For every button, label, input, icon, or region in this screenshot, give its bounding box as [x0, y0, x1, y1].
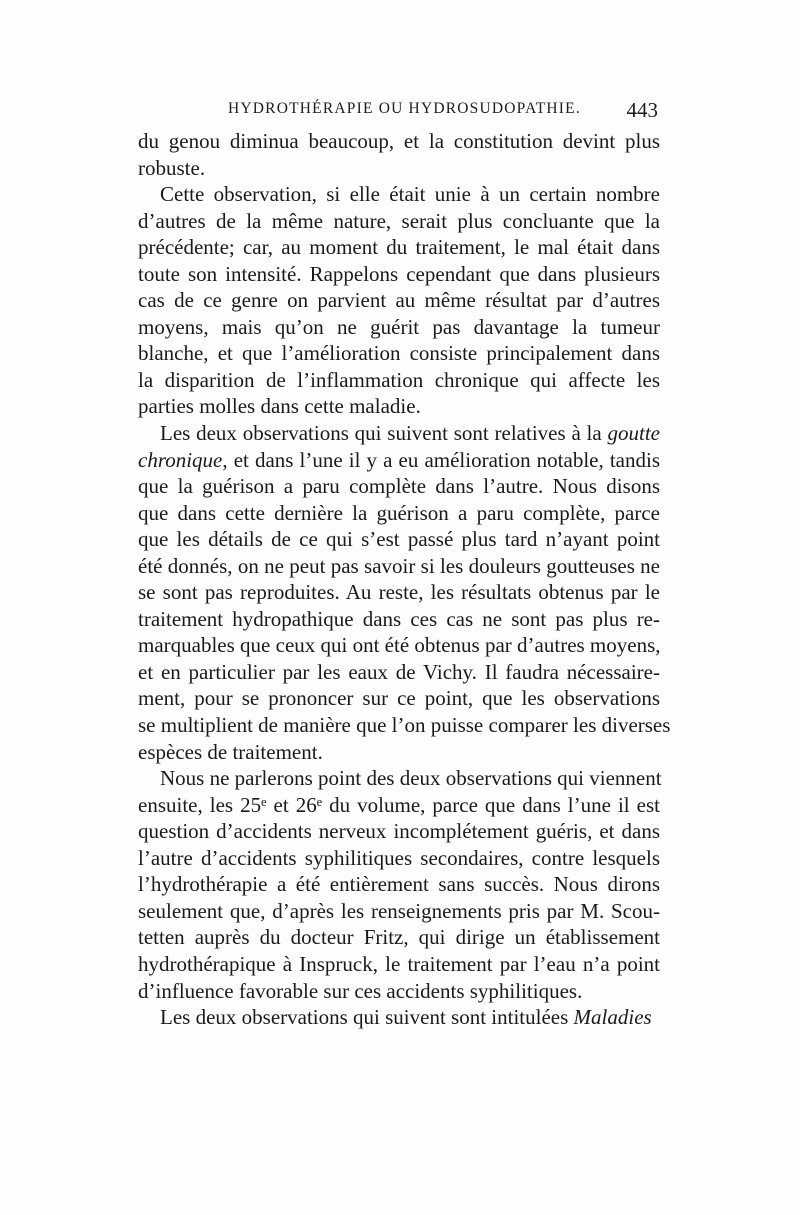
text-line: moyens, mais qu’on ne guérit pas davantage la tumeur	[138, 314, 660, 339]
text-line: tetten auprès du docteur Fritz, qui dirige un établissement	[138, 925, 660, 950]
text-line: question d’accidents nerveux incomplétement guéris, et dans	[138, 819, 660, 844]
text-line: ment, pour se prononcer sur ce point, que les observations	[138, 686, 660, 711]
text-line: traitement hydropathique dans ces cas ne sont pas plus re-	[138, 606, 660, 631]
text-line: et en particulier par les eaux de Vichy. Il faudra nécessaire-	[138, 659, 660, 684]
text-line: que la guérison a paru complète dans l’autre. Nous disons	[138, 474, 660, 499]
line-text: Les deux observations qui suivent sont intitulées	[160, 1005, 574, 1030]
text-line: seulement que, d’après les renseignements pris par M. Scou-	[138, 898, 660, 923]
text-line: espèces de traitement.	[138, 739, 323, 764]
text-line: Cette observation, si elle était unie à un certain nombre	[160, 182, 660, 207]
line-text: , et dans l’une il y a eu amélioration notable, tandis	[222, 447, 660, 472]
text-line: robuste.	[138, 155, 206, 180]
text-line	[138, 420, 660, 447]
text-line: ensuite, les 25ᵉ et 26ᵉ du volume, parce que dans l’une il est	[138, 792, 660, 817]
text-line: l’hydrothérapie a été entièrement sans succès. Nous dirons	[138, 872, 660, 897]
text-line: se sont pas reproduites. Au reste, les résultats obtenus par le	[138, 580, 660, 605]
text-line: Nous ne parlerons point des deux observations qui viennent	[160, 766, 662, 791]
text-line: que les détails de ce qui s’est passé plus tard n’ayant point	[138, 527, 660, 552]
page-header	[148, 98, 658, 124]
italic-text: goutte	[607, 421, 660, 446]
text-line: blanche, et que l’amélioration consiste principalement dans	[138, 341, 660, 366]
text-line: l’autre d’accidents syphilitiques secondaires, contre lesquels	[138, 845, 660, 870]
text-line: du genou diminua beaucoup, et la constitution devint plus	[138, 129, 660, 153]
text-line: d’autres de la même nature, serait plus concluante que la	[138, 208, 660, 233]
text-line	[138, 1004, 660, 1031]
text-line	[138, 447, 660, 474]
text-line: été donnés, on ne peut pas savoir si les douleurs goutteuses ne	[138, 553, 660, 578]
text-line: cas de ce genre on parvient au même résultat par d’autres	[138, 288, 660, 313]
text-line: marquables que ceux qui ont été obtenus par d’autres moyens,	[138, 633, 661, 658]
body-text	[138, 128, 671, 1031]
text-line: la disparition de l’inflammation chronique qui affecte les	[138, 367, 660, 392]
line-text: Les deux observations qui suivent sont relatives à la	[160, 421, 608, 446]
italic-text: Maladies	[573, 1005, 652, 1030]
italic-text: chronique	[138, 447, 223, 472]
text-line: se multiplient de manière que l’on puisse comparer les diverses	[138, 713, 671, 738]
page-number: 443	[626, 98, 658, 122]
text-line: d’influence favorable sur ces accidents syphilitiques.	[138, 978, 583, 1003]
text-line: hydrothérapique à Inspruck, le traitement par l’eau n’a point	[138, 951, 660, 976]
text-line: parties molles dans cette maladie.	[138, 394, 421, 419]
text-line: précédente; car, au moment du traitement, le mal était dans	[138, 235, 660, 260]
text-line: que dans cette dernière la guérison a paru complète, parce	[138, 500, 660, 525]
running-title: HYDROTHÉRAPIE OU HYDROSUDOPATHIE.	[228, 100, 581, 117]
text-line: toute son intensité. Rappelons cependant que dans plusieurs	[138, 261, 660, 286]
